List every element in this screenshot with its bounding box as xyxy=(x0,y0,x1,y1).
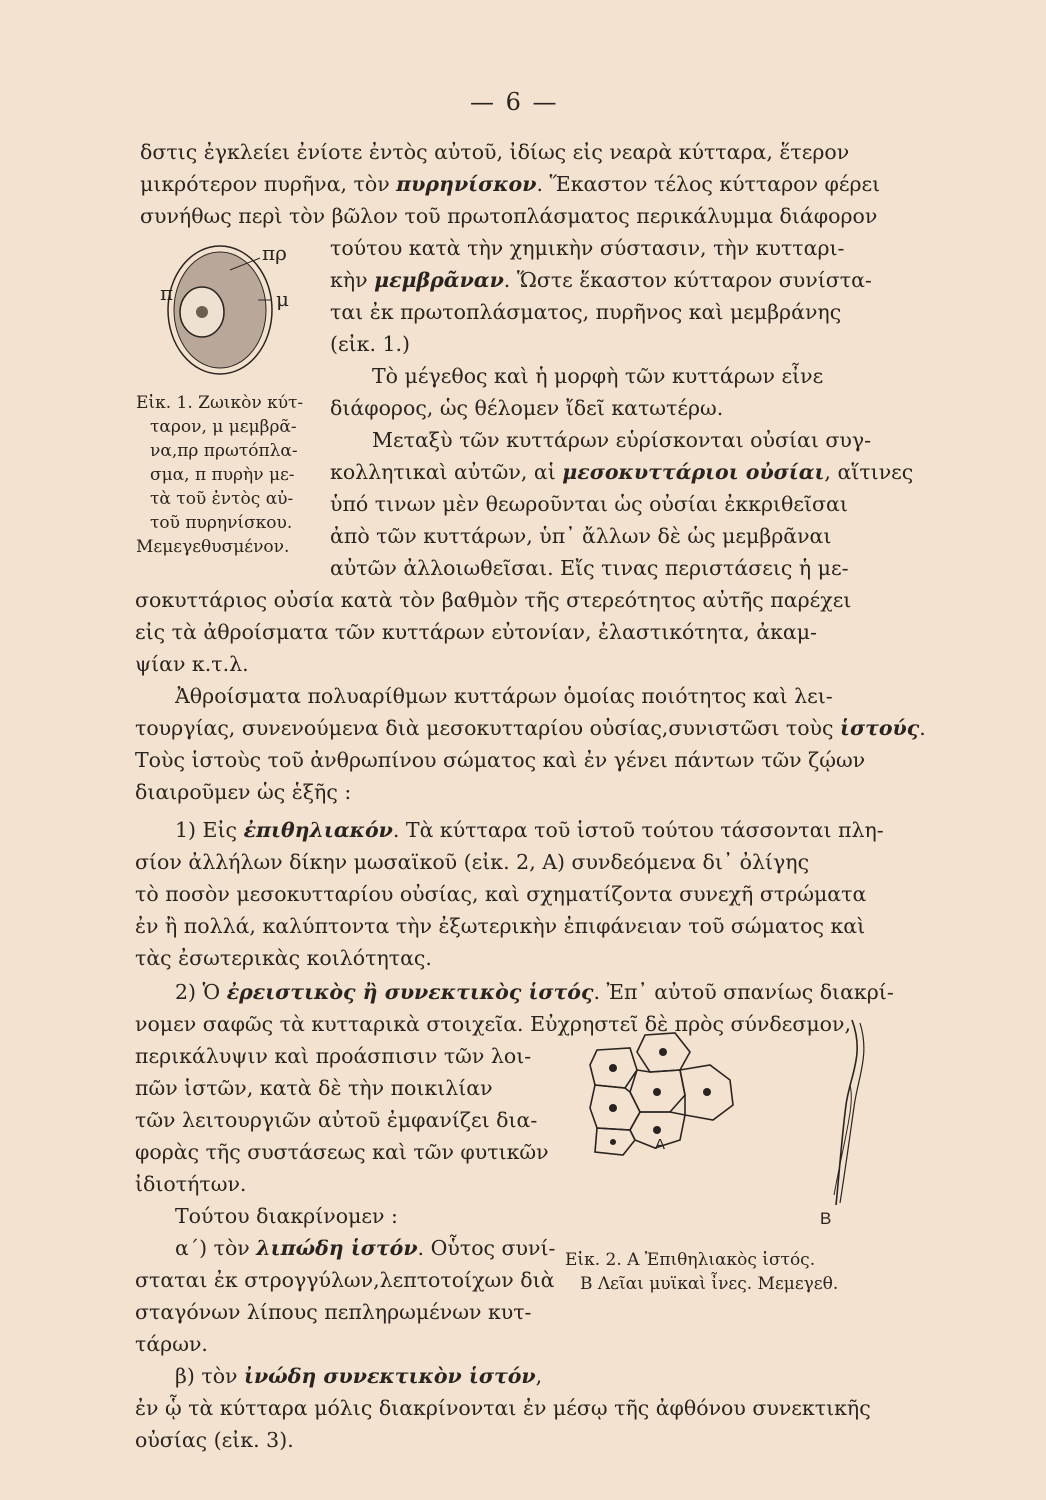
text-line: Μεταξὺ τῶν κυττάρων εὑρίσκονται οὐσίαι συγ- xyxy=(372,428,872,452)
text-line: 1) Εἰς ἐπιθηλιακόν. Τὰ κύτταρα τοῦ ἱστοῦ τούτου τάσσονται πλη- xyxy=(175,818,884,842)
text-line: α΄) τὸν λιπώδη ἱστόν. Οὗτος συνί- xyxy=(175,1236,556,1260)
text-line: συνήθως περὶ τὸν βῶλον τοῦ πρωτοπλάσματος περικάλυμμα διάφορον xyxy=(140,204,878,228)
page-number: — 6 — xyxy=(470,88,559,116)
text-line: διαιροῦμεν ὡς ἑξῆς : xyxy=(135,780,352,804)
fig1-caption-line: τὰ τοῦ ἐντὸς αὐ- xyxy=(150,489,294,509)
text-line: (εἰκ. 1.) xyxy=(330,332,411,356)
emphasized-term: ἱστούς xyxy=(840,716,920,740)
text-line: ὑπό τινων μὲν θεωροῦνται ὡς οὐσίαι ἐκκριθεῖσαι xyxy=(330,492,848,516)
emphasized-term: ἐρειστικὸς ἢ συνεκτικὸς ἱστός xyxy=(226,980,594,1004)
figure-2a-epithelium-drawing xyxy=(585,1030,755,1160)
fig1-label-pr: πρ xyxy=(262,241,287,265)
text-line: νομεν σαφῶς τὰ κυτταρικὰ στοιχεῖα. Εὐχρηστεῖ δὲ πρὸς σύνδεσμον, xyxy=(135,1012,851,1036)
text-line: τῶν λειτουργιῶν αὐτοῦ ἐμφανίζει δια- xyxy=(135,1108,538,1132)
fig1-label-m: μ xyxy=(276,287,289,311)
figure-1-cell-drawing xyxy=(160,240,330,390)
fig1-caption-line: Εἰκ. 1. Ζωικὸν κύτ- xyxy=(136,393,304,413)
text-line: σίον ἀλλήλων δίκην μωσαϊκοῦ (εἰκ. 2, Α) συνδεόμενα δι᾽ ὀλίγης xyxy=(135,850,810,874)
text-line: τὰς ἐσωτερικὰς κοιλότητας. xyxy=(135,946,432,970)
text-line: κὴν μεμβρᾶναν. Ὥστε ἕκαστον κύτταρον συνίστα- xyxy=(330,268,872,292)
text-line: πῶν ἱστῶν, κατὰ δὲ τὴν ποικιλίαν xyxy=(135,1076,493,1100)
text-line: τὸ ποσὸν μεσοκυτταρίου οὐσίας, καὶ σχηματίζοντα συνεχῆ στρώματα xyxy=(135,882,867,906)
text-line: κολλητικαὶ αὐτῶν, αἱ μεσοκυττάριοι οὐσίαι, αἵτινες xyxy=(330,460,914,484)
text-line: ἀπὸ τῶν κυττάρων, ὑπ᾽ ἄλλων δὲ ὡς μεμβρᾶναι xyxy=(330,524,832,548)
text-line: τουργίας, συνενούμενα διὰ μεσοκυτταρίου οὐσίας,συνιστῶσι τοὺς ἱστούς. xyxy=(135,716,926,740)
text-line: Τοὺς ἱστοὺς τοῦ ἀνθρωπίνου σώματος καὶ ἐν γένει πάντων τῶν ζῴων xyxy=(135,748,866,772)
text-line: β) τὸν ἰνώδη συνεκτικὸν ἱστόν, xyxy=(175,1364,543,1388)
figure-2b-muscle-fibers-drawing xyxy=(810,1015,880,1210)
emphasized-term: μεμβρᾶναν xyxy=(374,268,504,292)
text-line: ται ἐκ πρωτοπλάσματος, πυρῆνος καὶ μεμβράνης xyxy=(330,300,842,324)
fig1-caption-line: να,πρ πρωτόπλα- xyxy=(150,441,298,461)
emphasized-term: λιπώδη ἱστόν xyxy=(256,1236,418,1260)
fig1-caption-line: τοῦ πυρηνίσκου. xyxy=(150,513,293,533)
text-line: διάφορος, ὡς θέλομεν ἴδεῖ κατωτέρω. xyxy=(330,396,724,420)
text-line: τούτου κατὰ τὴν χημικὴν σύστασιν, τὴν κυτταρι- xyxy=(330,236,845,260)
text-line: δστις ἐγκλείει ἐνίοτε ἐντὸς αὐτοῦ, ἰδίως εἰς νεαρὰ κύτταρα, ἕτερον xyxy=(140,140,850,164)
text-line: οὐσίας (εἰκ. 3). xyxy=(135,1428,294,1452)
text-line: μικρότερον πυρῆνα, τὸν πυρηνίσκον. Ἕκαστον τέλος κύτταρον φέρει xyxy=(140,172,881,196)
text-line: Τούτου διακρίνομεν : xyxy=(175,1204,398,1228)
fig2-caption-line: Εἰκ. 2. Α Ἐπιθηλιακὸς ἱστός. xyxy=(565,1250,816,1270)
text-line: Τὸ μέγεθος καὶ ἡ μορφὴ τῶν κυττάρων εἶνε xyxy=(372,364,824,388)
text-line: φορὰς τῆς συστάσεως καὶ τῶν φυτικῶν xyxy=(135,1140,549,1164)
text-line: ψίαν κ.τ.λ. xyxy=(135,652,249,676)
fig2-caption-line: Β Λεῖαι μυϊκαὶ ἶνες. Μεμεγεθ. xyxy=(580,1274,839,1294)
emphasized-term: ἰνώδη συνεκτικὸν ἱστόν xyxy=(244,1364,536,1388)
text-line: τάρων. xyxy=(135,1332,208,1356)
text-line: 2) Ὁ ἐρειστικὸς ἢ συνεκτικὸς ἱστός. Ἐπ᾽ αὐτοῦ σπανίως διακρί- xyxy=(175,980,894,1004)
fig1-caption-line: Μεμεγεθυσμένον. xyxy=(136,537,290,557)
text-line: εἰς τὰ ἀθροίσματα τῶν κυττάρων εὐτονίαν, ἐλαστικότητα, ἀκαμ- xyxy=(135,620,817,644)
fig1-label-p: π xyxy=(160,281,174,305)
text-line: σταγόνων λίπους πεπληρωμένων κυτ- xyxy=(135,1300,532,1324)
text-line: περικάλυψιν καὶ προάσπισιν τῶν λοι- xyxy=(135,1044,532,1068)
fig2-label-b: B xyxy=(820,1209,832,1228)
text-line: σταται ἐκ στρογγύλων,λεπτοτοίχων διὰ xyxy=(135,1268,555,1292)
text-line: ἐν ᾧ τὰ κύτταρα μόλις διακρίνονται ἐν μέσῳ τῆς ἀφθόνου συνεκτικῆς xyxy=(135,1396,871,1420)
text-line: αὐτῶν ἀλλοιωθεῖσαι. Εἴς τινας περιστάσεις ἡ με- xyxy=(330,556,849,580)
text-line: σοκυττάριος οὐσία κατὰ τὸν βαθμὸν τῆς στερεότητος αὐτῆς παρέχει xyxy=(135,588,852,612)
fig2-label-a: A xyxy=(655,1136,666,1153)
emphasized-term: πυρηνίσκον xyxy=(396,172,537,196)
emphasized-term: ἐπιθηλιακόν xyxy=(243,818,393,842)
fig1-caption-line: ταρον, μ μεμβρᾶ- xyxy=(150,417,297,437)
fig1-caption-line: σμα, π πυρὴν με- xyxy=(150,465,295,485)
text-line: Ἀθροίσματα πολυαρίθμων κυττάρων ὁμοίας ποιότητος καὶ λει- xyxy=(175,684,833,708)
emphasized-term: μεσοκυττάριοι οὐσίαι xyxy=(562,460,825,484)
text-line: ἰδιοτήτων. xyxy=(135,1172,247,1196)
text-line: ἐν ἢ πολλά, καλύπτοντα τὴν ἐξωτερικὴν ἐπιφάνειαν τοῦ σώματος καὶ xyxy=(135,914,866,938)
